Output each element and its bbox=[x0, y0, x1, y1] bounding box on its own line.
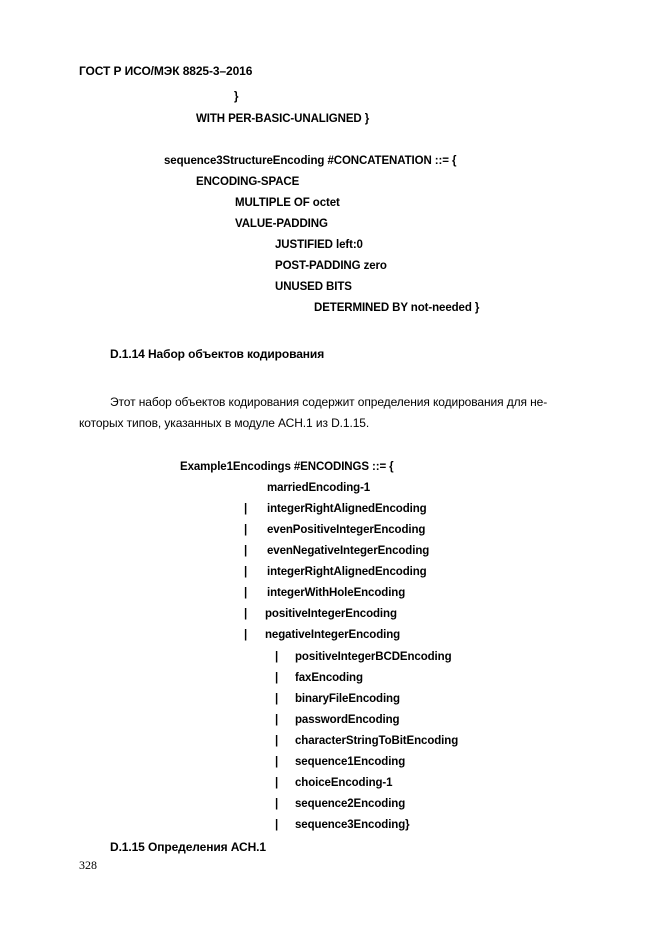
code-encoding-item: sequence2Encoding bbox=[295, 798, 406, 810]
code-close-brace: } bbox=[234, 91, 239, 103]
code-pipe: | bbox=[275, 798, 279, 810]
code-encoding-item: faxEncoding bbox=[295, 672, 363, 684]
code-pipe: | bbox=[275, 819, 279, 831]
section-title-d115: D.1.15 Определения АСН.1 bbox=[110, 840, 266, 854]
paragraph-line-1: Этот набор объектов кодирования содержит определения кодирования для не- bbox=[110, 395, 548, 409]
code-multiple-of: MULTIPLE OF octet bbox=[235, 197, 340, 209]
code-justified: JUSTIFIED left:0 bbox=[275, 239, 363, 251]
code-pipe: | bbox=[244, 524, 248, 536]
code-encoding-item: characterStringToBitEncoding bbox=[295, 735, 459, 747]
section-title-d114: D.1.14 Набор объектов кодирования bbox=[110, 347, 325, 361]
code-pipe: | bbox=[244, 587, 248, 599]
code-pipe: | bbox=[275, 651, 279, 663]
code-pipe: | bbox=[244, 503, 248, 515]
code-pipe: | bbox=[275, 735, 279, 747]
code-seq3-decl: sequence3StructureEncoding #CONCATENATION ::= { bbox=[164, 155, 457, 167]
code-encoding-item: choiceEncoding-1 bbox=[295, 777, 393, 789]
code-encoding-item: sequence3Encoding} bbox=[295, 819, 410, 831]
document-header: ГОСТ Р ИСО/МЭК 8825-3–2016 bbox=[79, 64, 253, 78]
code-encoding-item: negativeIntegerEncoding bbox=[265, 629, 401, 641]
code-encoding-item: positiveIntegerBCDEncoding bbox=[295, 651, 452, 663]
code-pipe: | bbox=[275, 693, 279, 705]
code-determined-by: DETERMINED BY not-needed } bbox=[314, 302, 480, 314]
paragraph-line-2: которых типов, указанных в модуле АСН.1 из D.1.15. bbox=[79, 416, 370, 430]
code-value-padding: VALUE-PADDING bbox=[235, 218, 328, 230]
code-encoding-first: marriedEncoding-1 bbox=[267, 482, 371, 494]
code-encoding-item: integerRightAlignedEncoding bbox=[267, 566, 427, 578]
code-post-padding: POST-PADDING zero bbox=[275, 260, 387, 272]
code-encoding-item: positiveIntegerEncoding bbox=[265, 608, 397, 620]
code-pipe: | bbox=[275, 756, 279, 768]
code-encoding-item: binaryFileEncoding bbox=[295, 693, 400, 705]
code-encoding-item: integerWithHoleEncoding bbox=[267, 587, 406, 599]
code-encodings-decl: Example1Encodings #ENCODINGS ::= { bbox=[180, 461, 394, 473]
code-encoding-space: ENCODING-SPACE bbox=[196, 176, 300, 188]
page-number: 328 bbox=[79, 858, 97, 872]
code-pipe: | bbox=[275, 672, 279, 684]
code-encoding-item: sequence1Encoding bbox=[295, 756, 406, 768]
code-pipe: | bbox=[244, 545, 248, 557]
code-unused-bits: UNUSED BITS bbox=[275, 281, 352, 293]
code-pipe: | bbox=[275, 714, 279, 726]
code-encoding-item: integerRightAlignedEncoding bbox=[267, 503, 427, 515]
code-encoding-item: passwordEncoding bbox=[295, 714, 400, 726]
code-pipe: | bbox=[275, 777, 279, 789]
code-encoding-item: evenPositiveIntegerEncoding bbox=[267, 524, 426, 536]
code-pipe: | bbox=[244, 608, 248, 620]
code-with-clause: WITH PER-BASIC-UNALIGNED } bbox=[196, 113, 370, 125]
code-pipe: | bbox=[244, 566, 248, 578]
code-encoding-item: evenNegativeIntegerEncoding bbox=[267, 545, 430, 557]
code-pipe: | bbox=[244, 629, 248, 641]
